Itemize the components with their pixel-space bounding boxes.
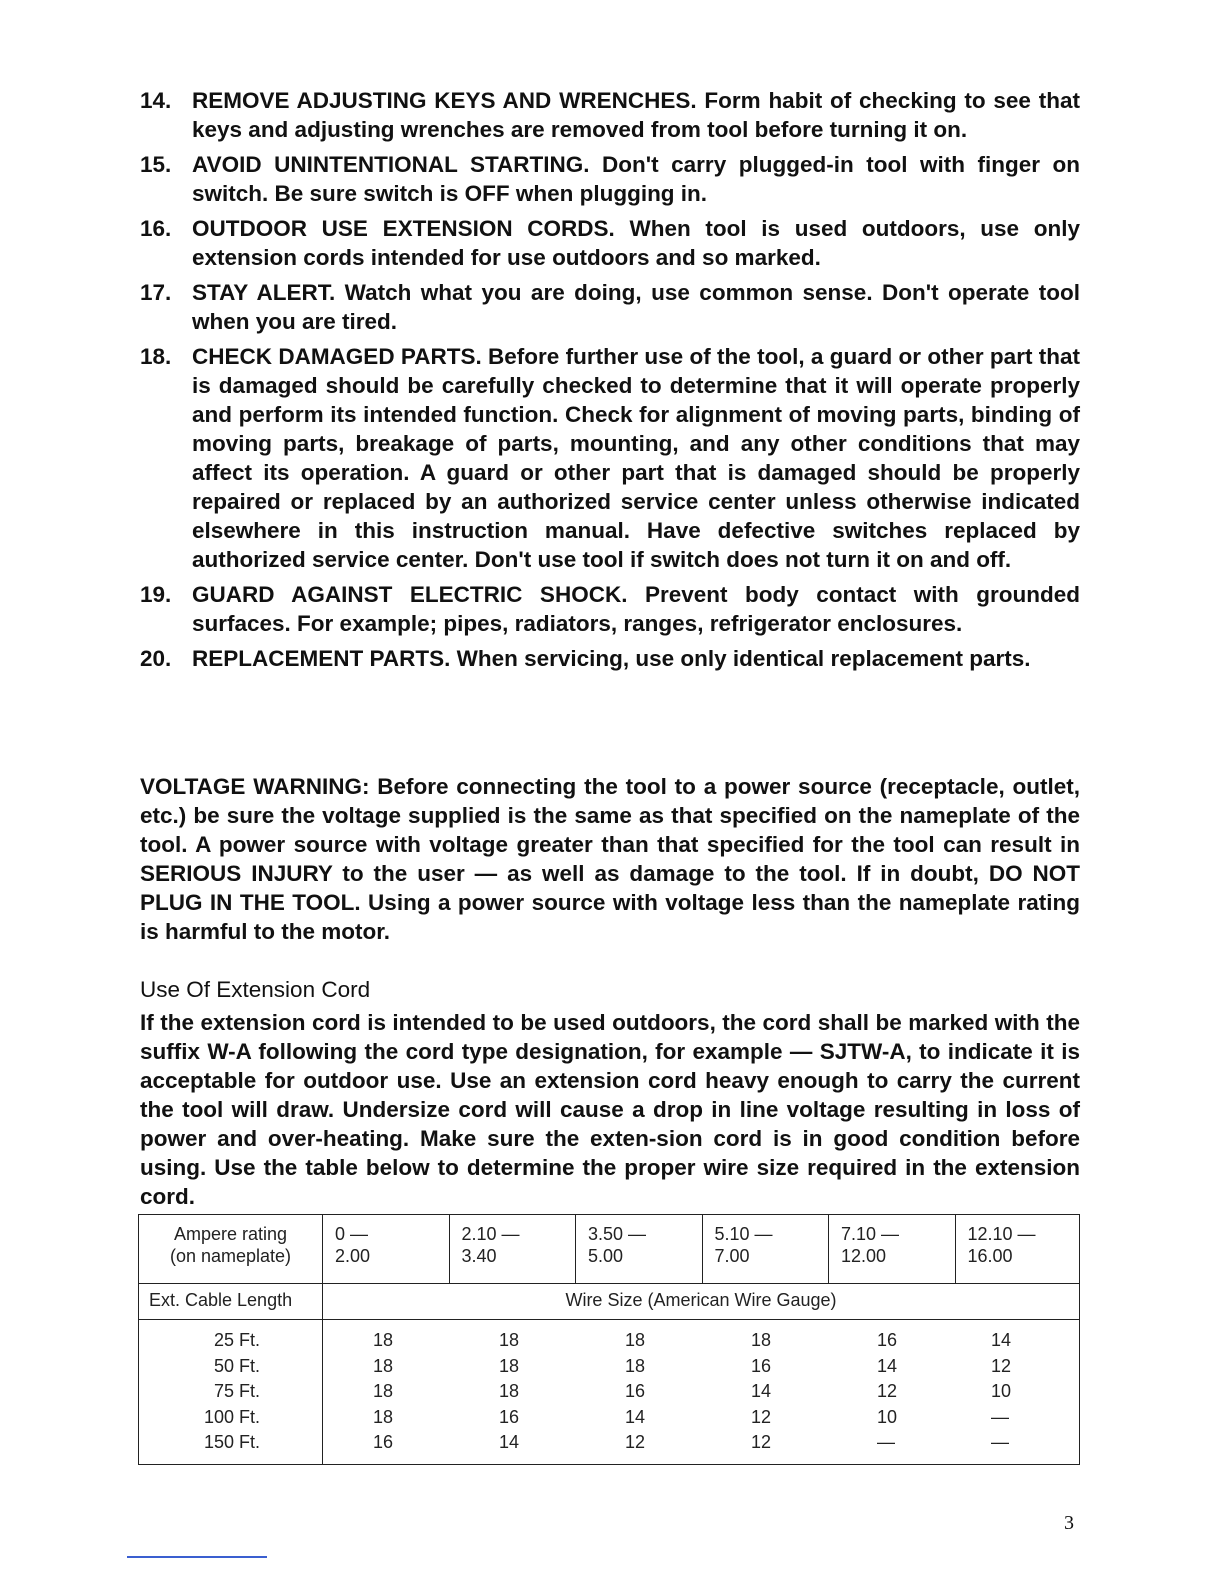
cable-length: 25 Ft. — [213, 1330, 260, 1350]
range-from: 12.10 — — [967, 1224, 1036, 1244]
rule-number: 19. — [140, 582, 172, 607]
rule-number: 17. — [140, 280, 172, 305]
rule-text: REPLACEMENT PARTS. When servicing, use only identical replacement parts. — [192, 646, 1031, 671]
extension-cord-heading: Use Of Extension Cord — [140, 977, 371, 1002]
rule-number: 15. — [140, 152, 172, 177]
gauge-grid — [323, 1328, 1079, 1456]
ampere-range — [955, 1215, 1080, 1284]
rule-text: REMOVE ADJUSTING KEYS AND WRENCHES. Form habit of checking to see that keys and adjusting wrenches are removed from tool before turning it on. — [192, 88, 1080, 142]
rule-number: 18. — [140, 344, 172, 369]
rule-text: AVOID UNINTENTIONAL STARTING. Don't carry plugged-in tool with finger on switch. Be sure switch is OFF when plugging in. — [192, 152, 1080, 206]
gauge-value: 14 — [991, 1330, 1012, 1350]
safety-rule-19 — [140, 580, 1080, 638]
cable-length: 75 Ft. — [213, 1381, 260, 1401]
gauge-value: 18 — [499, 1355, 520, 1376]
gauge-value: 18 — [751, 1330, 772, 1350]
gauge-value: 16 — [751, 1355, 772, 1376]
header-line: Ampere rating — [173, 1224, 288, 1244]
gauge-value: 12 — [625, 1432, 646, 1452]
rule-number: 20. — [140, 646, 172, 671]
gauge-value: 18 — [373, 1355, 394, 1376]
subheader-row — [139, 1284, 1080, 1320]
gauge-value: — — [877, 1432, 895, 1452]
gauge-value: 18 — [373, 1406, 394, 1427]
gauge-value: 16 — [373, 1432, 394, 1452]
range-to: 12.00 — [841, 1246, 887, 1266]
gauge-value: 18 — [499, 1330, 520, 1350]
gauge-value: 12 — [877, 1381, 898, 1401]
gauge-value: 14 — [625, 1406, 646, 1427]
cable-length: 50 Ft. — [213, 1355, 260, 1376]
gauge-value: 18 — [625, 1330, 646, 1350]
ampere-range — [702, 1215, 829, 1284]
cable-length-header: Ext. Cable Length — [139, 1284, 323, 1320]
range-to: 16.00 — [967, 1246, 1013, 1266]
gauge-value: 18 — [625, 1355, 646, 1376]
ampere-header-row — [139, 1215, 1080, 1284]
range-to: 7.00 — [714, 1246, 750, 1266]
extension-cord-paragraph: If the extension cord is intended to be used outdoors, the cord shall be marked with the suffix W-A following the cord type designation, for example — SJTW-A, to indicate it is acceptable for outdoor use. Use an extension cord heavy enough to carry the current the tool will draw. Undersize cord will cause a drop in line voltage resulting in loss of power and over-heating. Make sure the exten-sion cord is in good condition before using. Use the table below to determine the proper wire size required in the extension cord. — [140, 1010, 1080, 1209]
voltage-warning: VOLTAGE WARNING: Before connecting the tool to a power source (receptacle, outlet, etc.) be sure the voltage supplied is the same as that specified on the nameplate of the tool. A power source with voltage greater than that specified for the tool can result in SERIOUS INJURY to the user — as well as damage to the tool. If in doubt, DO NOT PLUG IN THE TOOL. Using a power source with voltage less than the nameplate rating is harmful to the motor. — [140, 774, 1080, 944]
safety-rule-18 — [140, 342, 1080, 574]
cable-length: 150 Ft. — [203, 1432, 260, 1452]
gauge-value: — — [991, 1406, 1009, 1427]
gauge-value: 12 — [991, 1355, 1012, 1376]
wire-gauge-values — [323, 1320, 1080, 1465]
range-from: 2.10 — — [461, 1224, 520, 1244]
gauge-value: 12 — [751, 1432, 772, 1452]
range-to: 2.00 — [335, 1246, 371, 1266]
gauge-value: 14 — [499, 1432, 520, 1452]
rule-number: 14. — [140, 88, 172, 113]
cable-length: 100 Ft. — [203, 1406, 260, 1427]
wire-size-table — [138, 1214, 1080, 1465]
rule-text: CHECK DAMAGED PARTS. Before further use of the tool, a guard or other part that is damaged should be carefully checked to determine that it will operate properly and perform its intended function. Check for alignment of moving parts, binding of moving parts, breakage of parts, mounting, and any other conditions that may affect its operation. A guard or other part that is damaged should be properly repaired or replaced by an authorized service center unless otherwise indicated elsewhere in this instruction manual. Have defective switches replaced by authorized service center. Don't use tool if switch does not turn it on and off. — [192, 344, 1080, 572]
rule-text: OUTDOOR USE EXTENSION CORDS. When tool is used outdoors, use only extension cords intended for use outdoors and so marked. — [192, 216, 1080, 270]
range-from: 3.50 — — [588, 1224, 647, 1244]
range-from: 5.10 — — [714, 1224, 773, 1244]
gauge-value: 16 — [625, 1381, 646, 1401]
wire-data-row — [139, 1320, 1080, 1465]
range-to: 5.00 — [588, 1246, 624, 1266]
gauge-value: 16 — [877, 1330, 898, 1350]
ampere-range — [576, 1215, 703, 1284]
gauge-value: 14 — [877, 1355, 898, 1376]
safety-rule-20 — [140, 644, 1080, 673]
gauge-value: 18 — [373, 1381, 394, 1401]
page-number: 3 — [1064, 1512, 1074, 1534]
cable-lengths-cell — [139, 1320, 323, 1465]
gauge-value: 18 — [499, 1381, 520, 1401]
rule-number: 16. — [140, 216, 172, 241]
wire-gauge-header: Wire Size (American Wire Gauge) — [323, 1284, 1080, 1320]
safety-rules-list — [140, 86, 1080, 679]
gauge-value: 12 — [751, 1406, 772, 1427]
ampere-range — [323, 1215, 450, 1284]
range-from: 0 — — [335, 1224, 369, 1244]
rule-text: GUARD AGAINST ELECTRIC SHOCK. Prevent body contact with grounded surfaces. For example; pipes, radiators, ranges, refrigerator enclosures. — [192, 582, 1080, 636]
header-line: (on nameplate) — [169, 1246, 292, 1266]
rule-text: STAY ALERT. Watch what you are doing, use common sense. Don't operate tool when you are tired. — [192, 280, 1080, 334]
footer-divider — [127, 1556, 267, 1558]
ampere-range — [829, 1215, 956, 1284]
safety-rule-17 — [140, 278, 1080, 336]
range-from: 7.10 — — [841, 1224, 900, 1244]
gauge-value: 16 — [499, 1406, 520, 1427]
ampere-range — [449, 1215, 576, 1284]
gauge-value: 18 — [373, 1330, 394, 1350]
range-to: 3.40 — [461, 1246, 497, 1266]
gauge-value: — — [991, 1432, 1009, 1452]
safety-rule-15 — [140, 150, 1080, 208]
gauge-value: 10 — [877, 1406, 898, 1427]
safety-rule-14 — [140, 86, 1080, 144]
gauge-value: 10 — [991, 1381, 1012, 1401]
gauge-value: 14 — [751, 1381, 772, 1401]
ampere-rating-header — [139, 1215, 323, 1284]
safety-rule-16 — [140, 214, 1080, 272]
